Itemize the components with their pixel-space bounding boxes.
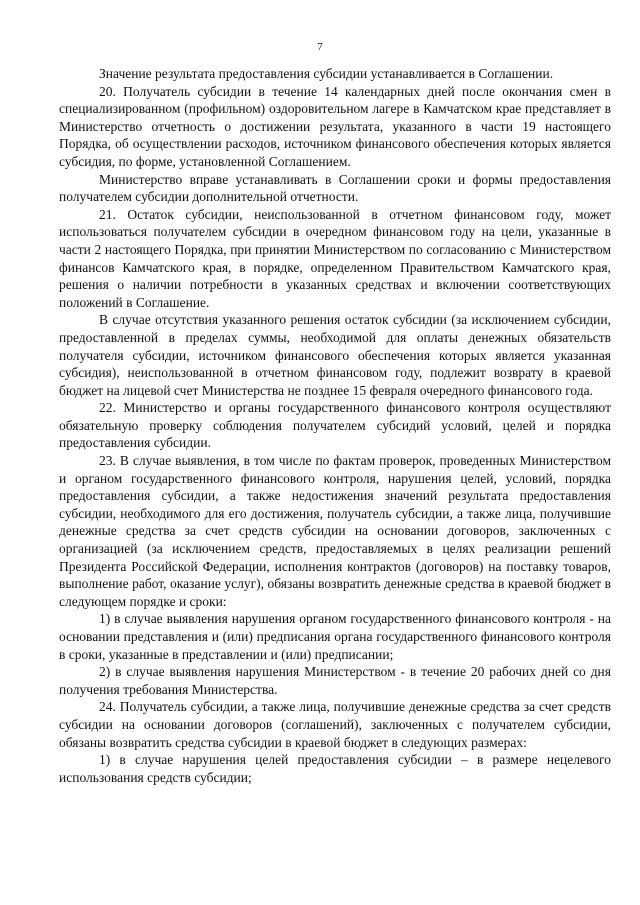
- paragraph-24-item-1: 1) в случае нарушения целей предоставления субсидии – в размере нецелевого использования средств субсидии;: [59, 752, 611, 785]
- paragraph-23-item-2: 2) в случае выявления нарушения Министерством - в течение 20 рабочих дней со дня получения требования Министерства.: [59, 664, 611, 697]
- document-body: [59, 65, 611, 786]
- paragraph-22-control: 22. Министерство и органы государственного финансового контроля осуществляют обязательную проверку соблюдения получателем субсидий условий, целей и порядка предоставления субсидии.: [59, 400, 611, 451]
- page-number: 7: [317, 41, 323, 53]
- paragraph-24-refund: 24. Получатель субсидии, а также лица, получившие денежные средства за счет средств субсидии на основании договоров (соглашений), заключенных с получателем субсидии, обязаны возвратить средства субсидии в краевой бюджет в следующих размерах:: [59, 699, 611, 750]
- paragraph-20-reporting: 20. Получатель субсидии в течение 14 календарных дней после окончания смен в специализированном (профильном) оздоровительном лагере в Камчатском крае представляет в Министерство отчетность о достижении результата, указанного в части 19 настоящего Порядка, об осуществлении расходов, источником финансового обеспечения которых является субсидия, по форме, установленной Соглашением.: [59, 83, 611, 169]
- paragraph-additional-reporting: Министерство вправе устанавливать в Соглашении сроки и формы предоставления получателем субсидии дополнительной отчетности.: [59, 171, 611, 205]
- paragraph-remainder-return: В случае отсутствия указанного решения остаток субсидии (за исключением субсидии, предоставленной в пределах суммы, необходимой для оплаты денежных обязательств получателя субсидии, источником финансового обеспечения которых является указанная субсидия), неиспользованной в отчетном финансовом году, подлежит возврату в краевой бюджет на лицевой счет Министерства не позднее 15 февраля очередного финансового года.: [59, 312, 611, 398]
- paragraph-21-remainder: 21. Остаток субсидии, неиспользованной в отчетном финансовом году, может использоваться получателем субсидии в очередном финансовом году на цели, указанные в части 2 настоящего Порядка, при принятии Министерством по согласованию с Министерством финансов Камчатского края, в порядке, определенном Правительством Камчатского края, решения о наличии потребности в указанных средствах и включении соответствующих положений в Соглашение.: [59, 206, 611, 310]
- paragraph-23-item-1: 1) в случае выявления нарушения органом государственного финансового контроля - на основании представления и (или) предписания органа государственного финансового контроля в сроки, указанные в представлении и (или) предписании;: [59, 611, 611, 662]
- paragraph-23-violations: 23. В случае выявления, в том числе по фактам проверок, проведенных Министерством и органом государственного финансового контроля, нарушения целей, условий, порядка предоставления субсидии, а также недостижения значений результата предоставления субсидии, необходимого для его достижения, получатель субсидии, а также лица, получившие денежные средства за счет средств субсидии на основании договоров, заключенных с организацией (за исключением средств, предоставляемых в целях реализации решений Президента Российской Федерации, исполнения контрактов (договоров) на поставку товаров, выполнение работ, оказание услуг), обязаны возвратить денежные средства в краевой бюджет в следующем порядке и сроки:: [59, 453, 611, 609]
- paragraph-result-value: Значение результата предоставления субсидии устанавливается в Соглашении.: [99, 66, 554, 81]
